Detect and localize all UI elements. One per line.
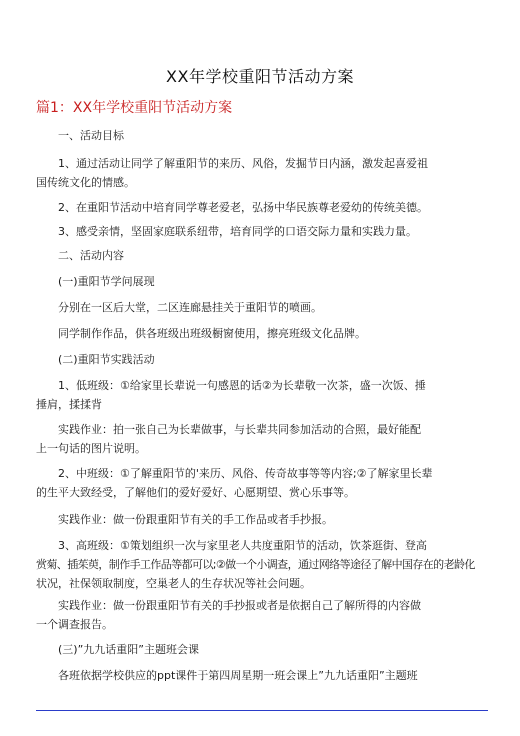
paragraph-line: 国传统文化的情感。	[36, 176, 135, 189]
document-title: XX年学校重阳节活动方案	[166, 67, 354, 86]
paragraph	[36, 666, 488, 685]
paragraph-line: (三)”九九话重阳”主题班会课	[58, 643, 199, 656]
paragraph-line: 1、低班级：①给家里长辈说一句感恩的话②为长辈敬一次茶，盛一次饭、捶	[58, 379, 426, 392]
paragraph-line: 捶肩，揉揉背	[36, 398, 102, 411]
paragraph	[36, 246, 488, 265]
paragraph	[36, 298, 488, 317]
paragraph	[36, 510, 488, 529]
paragraph-line: 1、通过活动让同学了解重阳节的来历、风俗，发掘节日内涵，激发起喜爱祖	[58, 157, 428, 170]
paragraph-line: 一、活动目标	[58, 129, 124, 142]
footer-divider	[36, 710, 488, 711]
paragraph	[36, 154, 488, 192]
paragraph	[36, 222, 488, 241]
paragraph-line: 实践作业：拍一张自己为长辈做事，与长辈共同参加活动的合照，最好能配	[58, 423, 421, 436]
paragraph-line: (二)重阳节实践活动	[58, 353, 155, 366]
paragraph-line: 3、高班级：①策划组织一次与家里老人共度重阳节的活动，饮茶逛街、登高	[58, 539, 427, 552]
paragraph-line: (一)重阳节学问展现	[58, 275, 155, 288]
paragraph	[36, 198, 488, 217]
paragraph	[36, 536, 488, 593]
paragraph	[36, 126, 488, 145]
paragraph-line: 2、在重阳节活动中培育同学尊老爱老，弘扬中华民族尊老爱幼的传统美德。	[58, 201, 428, 214]
paragraph-line: 实践作业：做一份跟重阳节有关的手抄报或者是依据自己了解所得的内容做	[58, 599, 421, 612]
paragraph	[36, 350, 488, 369]
paragraph-line: 实践作业：做一份跟重阳节有关的手工作品或者手抄报。	[58, 513, 333, 526]
paragraph-line: 2、中班级：①了解重阳节的'来历、风俗、传奇故事等等内容;②了解家里长辈	[58, 467, 433, 480]
paragraph-line: 二、活动内容	[58, 249, 124, 262]
paragraph	[36, 420, 488, 458]
paragraph	[36, 596, 488, 634]
paragraph-line: 上一句话的图片说明。	[36, 442, 146, 455]
paragraph	[36, 272, 488, 291]
paragraph	[36, 324, 488, 343]
paragraph-line: 3、感受亲情，坚固家庭联系纽带，培育同学的口语交际力量和实践力量。	[58, 225, 417, 238]
paragraph-line: 分别在一区后大堂，二区连廊悬挂关于重阳节的喷画。	[58, 301, 322, 314]
paragraph-line: 的生平大致经受，了解他们的爱好爱好、心愿期望、赏心乐事等。	[36, 486, 355, 499]
paragraph-line: 赏菊、插茱萸，制作手工作品等都可以;②做一个小调查，通过网络等途径了解中国存在的老龄化	[36, 558, 475, 571]
paragraph	[36, 376, 488, 414]
paragraph-line: 状况，社保领取制度，空巢老人的生存状况等社会问题。	[36, 577, 311, 590]
paragraph-line: 一个调查报告。	[36, 618, 113, 631]
paragraph	[36, 640, 488, 659]
section-title: 篇1：XX年学校重阳节活动方案	[36, 100, 233, 116]
paragraph-line: 同学制作作品，供各班级出班级橱窗使用，擦亮班级文化品牌。	[58, 327, 366, 340]
paragraph-line: 各班依据学校供应的ppt课件于第四周星期一班会课上”九九话重阳”主题班	[58, 669, 418, 682]
paragraph	[36, 464, 488, 502]
